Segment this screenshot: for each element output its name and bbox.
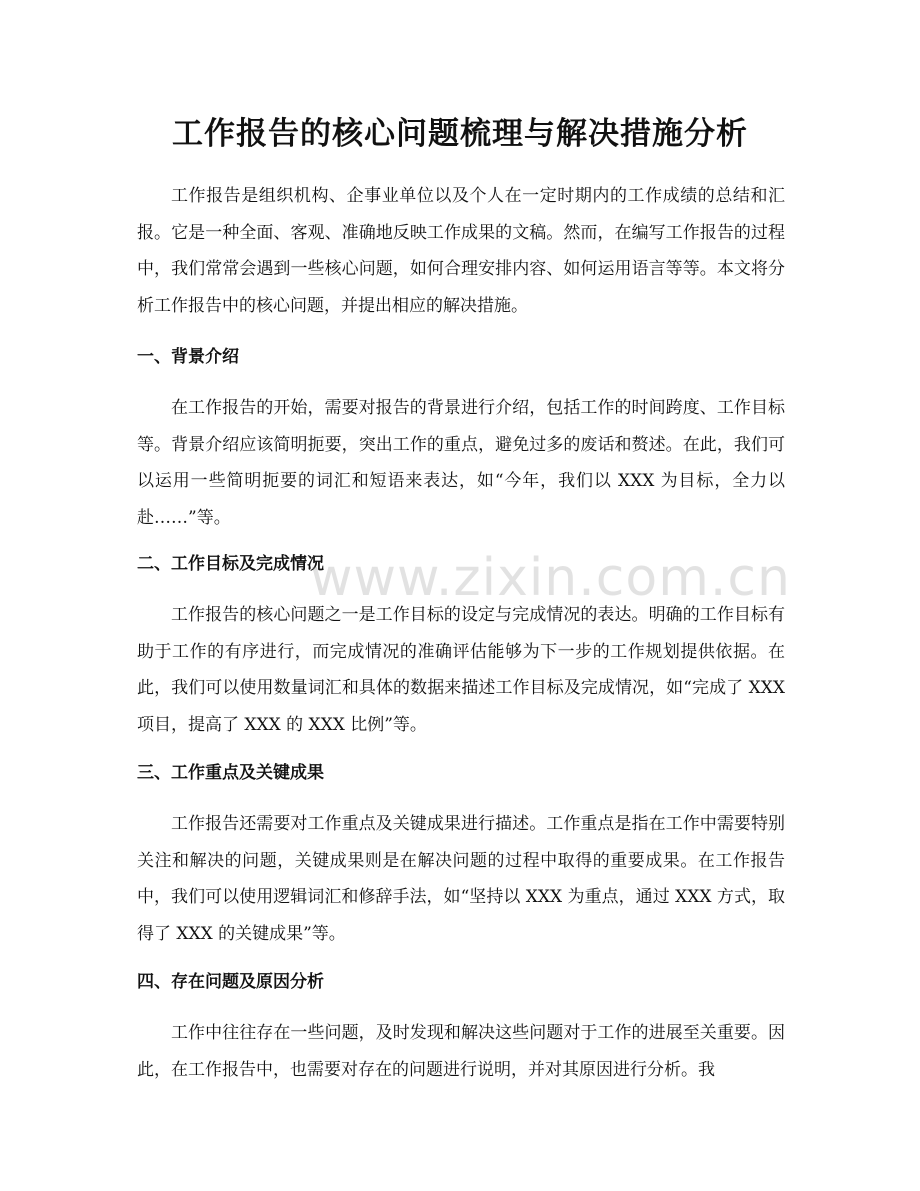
section-3-body bbox=[137, 806, 785, 952]
section-paragraph: 工作报告的核心问题之一是工作目标的设定与完成情况的表达。明确的工作目标有助于工作的有序进行，而完成情况的准确评估能够为下一步的工作规划提供依据。在此，我们可以使用数量词汇和具体的数据来描述工作目标及完成情况，如“完成了 XXX 项目，提高了 XXX 的 XXX 比例”等。 bbox=[137, 605, 785, 735]
section-2 bbox=[137, 549, 785, 579]
section-heading: 二、工作目标及完成情况 bbox=[137, 554, 324, 574]
section-heading: 一、背景介绍 bbox=[137, 347, 239, 367]
section-1 bbox=[137, 342, 785, 372]
section-1-body bbox=[137, 390, 785, 536]
intro-block bbox=[137, 178, 785, 324]
section-heading: 四、存在问题及原因分析 bbox=[137, 972, 324, 992]
section-paragraph: 工作中往往存在一些问题，及时发现和解决这些问题对于工作的进展至关重要。因此，在工作报告中，也需要对存在的问题进行说明，并对其原因进行分析。我 bbox=[137, 1023, 785, 1080]
section-3 bbox=[137, 758, 785, 788]
section-heading: 三、工作重点及关键成果 bbox=[137, 763, 324, 783]
section-4 bbox=[137, 967, 785, 997]
section-2-body bbox=[137, 597, 785, 743]
document-title: 工作报告的核心问题梳理与解决措施分析 bbox=[172, 116, 748, 152]
section-4-body bbox=[137, 1015, 785, 1088]
watermark: www.zixin.com.cn bbox=[310, 548, 791, 608]
section-paragraph: 工作报告还需要对工作重点及关键成果进行描述。工作重点是指在工作中需要特别关注和解决的问题，关键成果则是在解决问题的过程中取得的重要成果。在工作报告中，我们可以使用逻辑词汇和修辞手法，如“坚持以 XXX 为重点，通过 XXX 方式，取得了 XXX 的关键成果”等。 bbox=[137, 814, 785, 944]
intro-paragraph: 工作报告是组织机构、企事业单位以及个人在一定时期内的工作成绩的总结和汇报。它是一种全面、客观、准确地反映工作成果的文稿。然而，在编写工作报告的过程中，我们常常会遇到一些核心问题，如何合理安排内容、如何运用语言等等。本文将分析工作报告中的核心问题，并提出相应的解决措施。 bbox=[137, 186, 785, 316]
section-paragraph: 在工作报告的开始，需要对报告的背景进行介绍，包括工作的时间跨度、工作目标等。背景介绍应该简明扼要，突出工作的重点，避免过多的废话和赘述。在此，我们可以运用一些简明扼要的词汇和短语来表达，如“今年，我们以 XXX 为目标，全力以赴……”等。 bbox=[137, 398, 785, 528]
